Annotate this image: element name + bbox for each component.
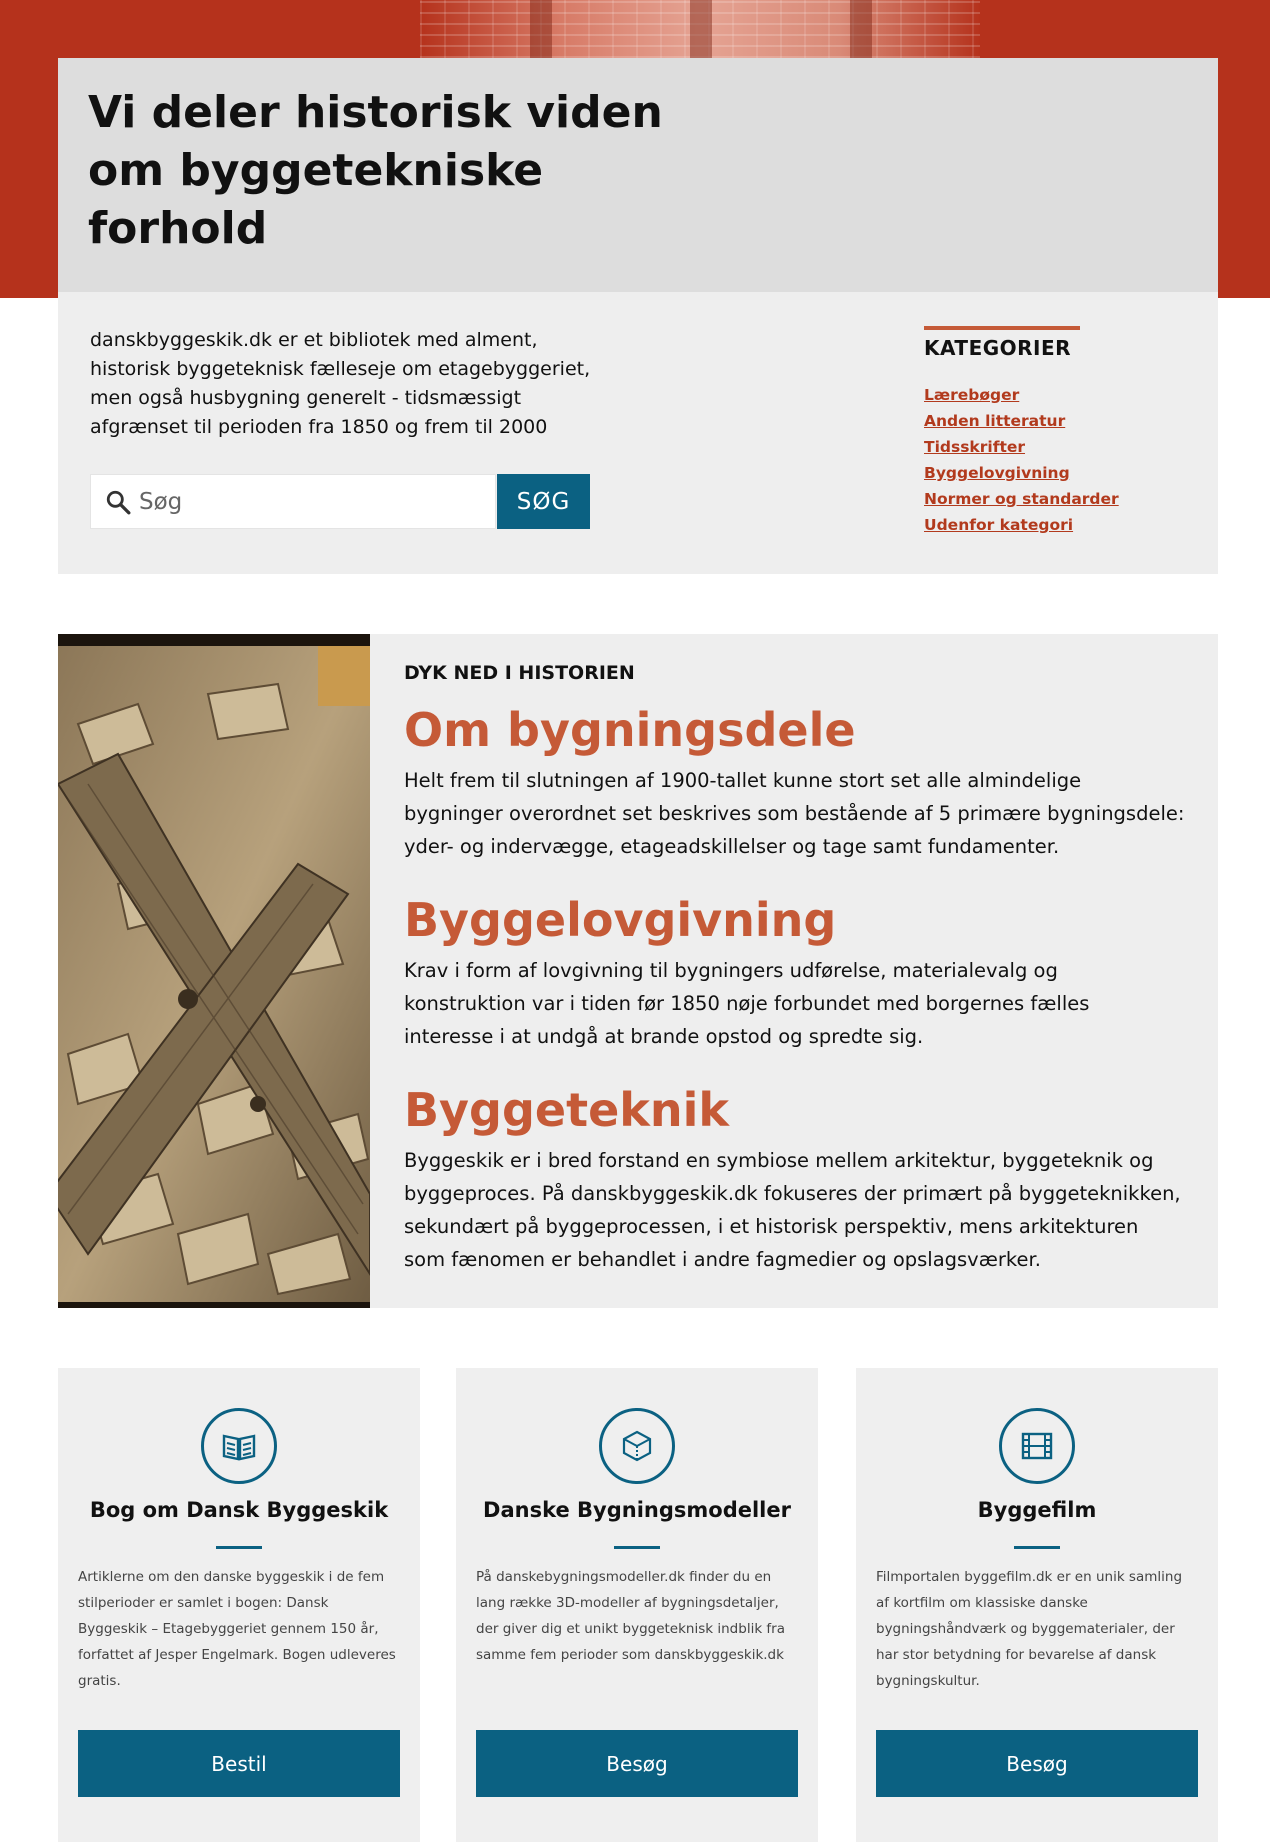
category-link-udenfor-kategori[interactable]: Udenfor kategori — [924, 516, 1074, 534]
search-button[interactable]: SØG — [497, 474, 590, 529]
card-byggefilm — [856, 1368, 1218, 1842]
card-bygningsmodeller — [456, 1368, 818, 1842]
categories-title: KATEGORIER — [924, 336, 1072, 360]
category-link-byggelovgivning[interactable]: Byggelovgivning — [924, 464, 1070, 482]
search-icon — [105, 489, 131, 515]
timber-rubble-illustration — [58, 634, 370, 1308]
category-item — [924, 434, 1119, 460]
film-icon — [999, 1408, 1075, 1484]
category-link-normer-og-standarder[interactable]: Normer og standarder — [924, 490, 1119, 508]
hero-wall-pillar — [530, 0, 552, 58]
feature-eyebrow: DYK NED I HISTORIEN — [404, 662, 635, 684]
search-box — [90, 474, 496, 529]
hero-wall-pillar — [690, 0, 712, 58]
card-title: Bog om Dansk Byggeskik — [89, 1498, 389, 1522]
hero-wall-pillar — [850, 0, 872, 58]
besoeg-byggefilm-button[interactable]: Besøg — [876, 1730, 1198, 1797]
categories-list — [924, 382, 1119, 538]
category-link-laereboeger[interactable]: Lærebøger — [924, 386, 1020, 404]
card-divider — [216, 1546, 262, 1549]
categories-accent-bar — [924, 326, 1080, 330]
cube-icon — [599, 1408, 675, 1484]
category-link-anden-litteratur[interactable]: Anden litteratur — [924, 412, 1066, 430]
cube-icon-glyph — [620, 1429, 654, 1463]
search-input[interactable] — [139, 483, 479, 521]
bestil-button[interactable]: Bestil — [78, 1730, 400, 1797]
category-item — [924, 512, 1119, 538]
history-feature-section — [58, 634, 1218, 1308]
feature-heading-byggeteknik[interactable]: Byggeteknik — [404, 1083, 729, 1137]
feature-block-byggeteknik — [404, 1082, 1194, 1276]
page-title: Vi deler historisk viden om byggetekniske forhold — [88, 87, 663, 254]
book-icon — [201, 1408, 277, 1484]
hero-brick-wall-image — [420, 0, 980, 58]
feature-heading-byggelovgivning[interactable]: Byggelovgivning — [404, 893, 837, 947]
feature-block-byggelovgivning — [404, 892, 1194, 1053]
intro-section — [58, 292, 1218, 574]
category-link-tidsskrifter[interactable]: Tidsskrifter — [924, 438, 1026, 456]
card-bog — [58, 1368, 420, 1842]
card-title: Danske Bygningsmodeller — [483, 1498, 791, 1522]
feature-body-byggeteknik: Byggeskik er i bred forstand en symbiose mellem arkitektur, byggeteknik og byggeproces. På danskbyggeskik.dk fokuseres der primært på byggeteknikken, sekundært på byggeprocessen, i et historisk perspektiv, mens arkitekturen som fænomen er behandlet i andre fagmedier og opslagsværker. — [404, 1149, 1181, 1271]
category-item — [924, 382, 1119, 408]
hero-card — [58, 58, 1218, 292]
category-item — [924, 460, 1119, 486]
card-title: Byggefilm — [977, 1498, 1097, 1522]
card-divider — [1014, 1546, 1060, 1549]
category-item — [924, 486, 1119, 512]
card-text: Filmportalen byggefilm.dk er en unik samling af kortfilm om klassiske danske bygningshåndværk og byggematerialer, der har stor betydning for bevarelse af dansk bygningskultur. — [876, 1569, 1183, 1689]
feature-heading-bygningsdele[interactable]: Om bygningsdele — [404, 703, 856, 757]
category-item — [924, 408, 1119, 434]
feature-body-bygningsdele: Helt frem til slutningen af 1900-tallet kunne stort set alle almindelige bygninger overordnet set beskrives som bestående af 5 primære bygningsdele: yder- og indervægge, etageadskillelser og tage samt fundamenter. — [404, 769, 1185, 858]
feature-block-bygningsdele — [404, 702, 1194, 863]
feature-body-byggelovgivning: Krav i form af lovgivning til bygningers udførelse, materialevalg og konstruktion var i tiden før 1850 nøje forbundet med borgernes fælles interesse i at undgå at brande opstod og spredte sig. — [404, 959, 1090, 1048]
besoeg-bygningsmodeller-button[interactable]: Besøg — [476, 1730, 798, 1797]
card-text: På danskebygningsmodeller.dk finder du en lang række 3D-modeller af bygningsdetaljer, der giver dig et unikt byggeteknisk indblik fra samme fem perioder som danskbyggeskik.dk — [476, 1569, 786, 1663]
card-divider — [614, 1546, 660, 1549]
book-icon-glyph — [222, 1429, 256, 1463]
card-text: Artiklerne om den danske byggeskik i de fem stilperioder er samlet i bogen: Dansk Byggeskik – Etagebyggeriet gennem 150 år, forfattet af Jesper Engelmark. Bogen udleveres gratis. — [78, 1569, 396, 1689]
intro-text: danskbyggeskik.dk er et bibliotek med alment, historisk byggeteknisk fælleseje om etagebyggeriet, men også husbygning generelt - tidsmæssigt afgrænset til perioden fra 1850 og frem til 2000 — [90, 329, 591, 438]
film-icon-glyph — [1020, 1429, 1054, 1463]
feature-image-timber-rubble — [58, 634, 370, 1308]
